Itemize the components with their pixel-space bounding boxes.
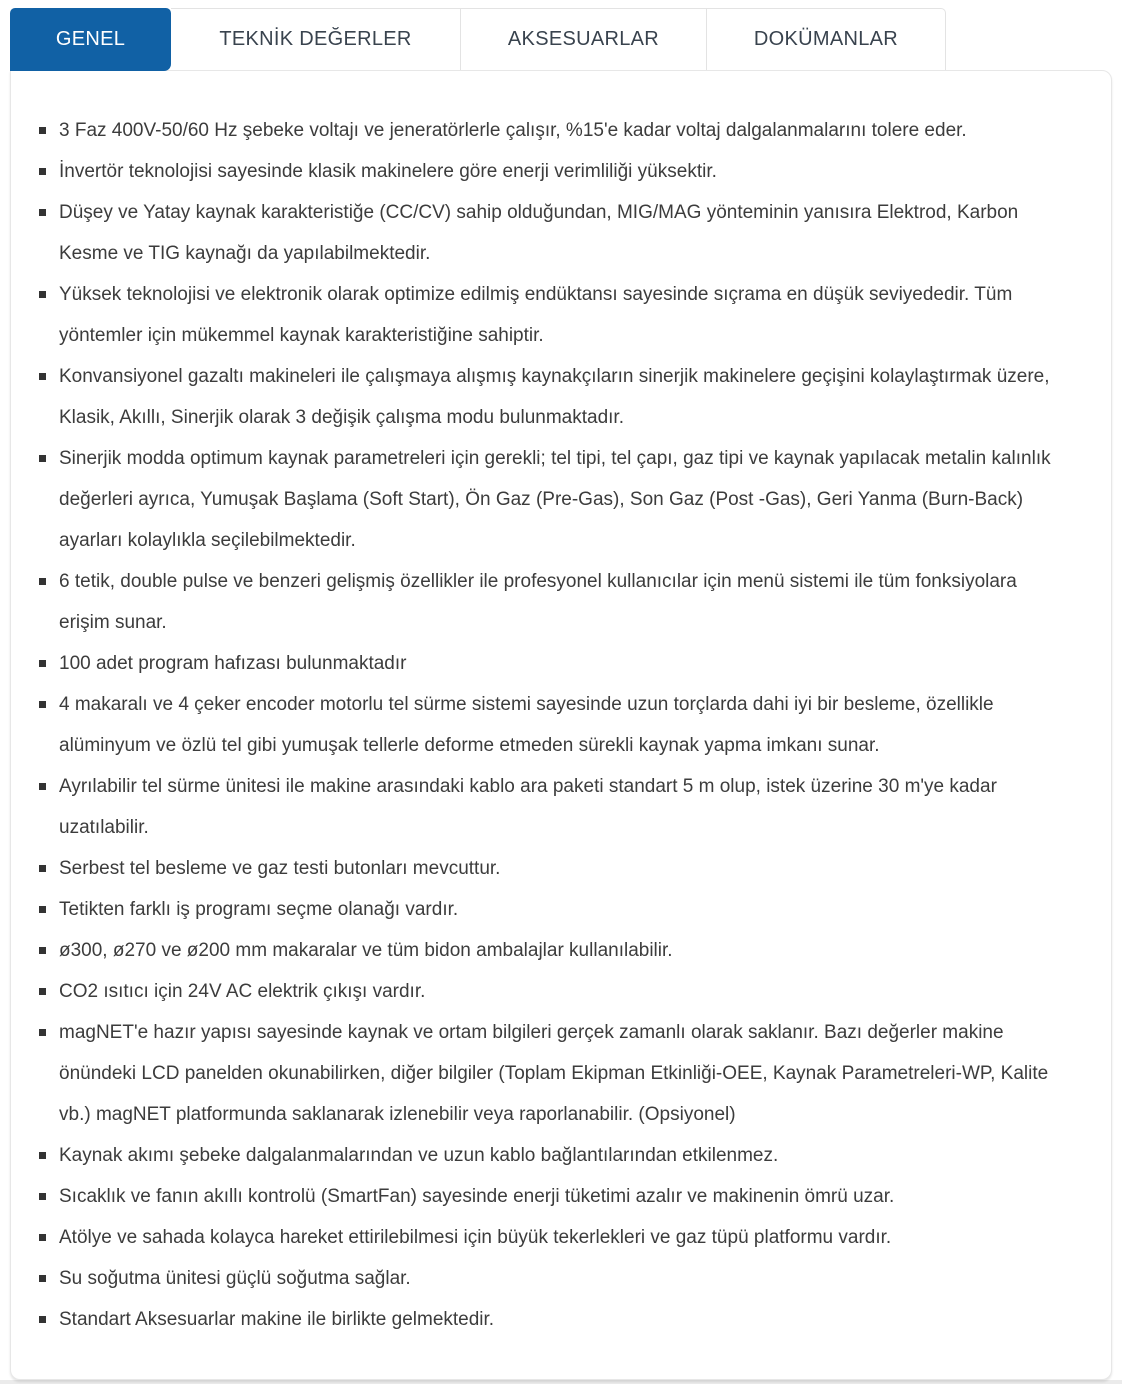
- feature-text: Atölye ve sahada kolayca hareket ettirilebilmesi için büyük tekerlekleri ve gaz tüpü platformu vardır.: [59, 1227, 892, 1248]
- bullet-square-icon: [39, 947, 46, 954]
- bullet-square-icon: [39, 988, 46, 995]
- bullet-square-icon: [39, 373, 46, 380]
- bullet-square-icon: [39, 455, 46, 462]
- tab-bar: [10, 8, 946, 70]
- tab-genel-label: GENEL: [55, 28, 126, 50]
- list-item: [38, 561, 1069, 643]
- feature-text: Sıcaklık ve fanın akıllı kontrolü (SmartFan) sayesinde enerji tüketimi azalır ve makinenin ömrü uzar.: [59, 1186, 895, 1207]
- list-item: [38, 643, 1069, 684]
- feature-text: Sinerjik modda optimum kaynak parametreleri için gerekli; tel tipi, tel çapı, gaz tipi ve kaynak yapılacak metalin kalınlık değerleri ayrıca, Yumuşak Başlama (Soft Start), Ön Gaz (Pre-Gas), Son Gaz (Post -Gas), Geri Yanma (Burn-Back) ayarları kolaylıkla seçilebilmektedir.: [59, 448, 1051, 551]
- bullet-square-icon: [39, 1316, 46, 1323]
- feature-text: 4 makaralı ve 4 çeker encoder motorlu tel sürme sistemi sayesinde uzun torçlarda dahi iyi bir besleme, özellikle alüminyum ve özlü tel gibi yumuşak tellerle deforme etmeden sürekli kaynak yapma imkanı sunar.: [59, 694, 994, 756]
- list-item: [38, 356, 1069, 438]
- list-item: [38, 766, 1069, 848]
- feature-list: [11, 71, 1111, 1340]
- list-item: [38, 1176, 1069, 1217]
- feature-text: magNET'e hazır yapısı sayesinde kaynak ve ortam bilgileri gerçek zamanlı olarak saklanır. Bazı değerler makine önündeki LCD panelden okunabilirken, diğer bilgiler (Toplam Ekipman Etkinliği-OEE, Kaynak Parametreleri-WP, Kalite vb.) magNET platformunda saklanarak izlenebilir veya raporlanabilir. (Opsiyonel): [59, 1022, 1049, 1125]
- feature-text: Standart Aksesuarlar makine ile birlikte gelmektedir.: [59, 1309, 495, 1330]
- bullet-square-icon: [39, 127, 46, 134]
- bullet-square-icon: [39, 865, 46, 872]
- list-item: [38, 192, 1069, 274]
- bullet-square-icon: [39, 1029, 46, 1036]
- list-item: [38, 110, 1069, 151]
- feature-text: Düşey ve Yatay kaynak karakteristiğe (CC/CV) sahip olduğundan, MIG/MAG yönteminin yanısıra Elektrod, Karbon Kesme ve TIG kaynağı da yapılabilmektedir.: [59, 202, 1019, 264]
- list-item: [38, 274, 1069, 356]
- bullet-square-icon: [39, 701, 46, 708]
- feature-text: 3 Faz 400V-50/60 Hz şebeke voltajı ve jeneratörlerle çalışır, %15'e kadar voltaj dalgalanmalarını tolere eder.: [59, 120, 967, 141]
- list-item: [38, 930, 1069, 971]
- tab-content-card: [10, 70, 1112, 1380]
- feature-text: Yüksek teknolojisi ve elektronik olarak optimize edilmiş endüktansı sayesinde sıçrama en düşük seviyededir. Tüm yöntemler için mükemmel kaynak karakteristiğine sahiptir.: [59, 284, 1013, 346]
- tab-dokumanlar-label: DOKÜMANLAR: [753, 28, 899, 50]
- list-item: [38, 438, 1069, 561]
- feature-text: Su soğutma ünitesi güçlü soğutma sağlar.: [59, 1268, 411, 1289]
- list-item: [38, 848, 1069, 889]
- list-item: [38, 1012, 1069, 1135]
- bullet-square-icon: [39, 209, 46, 216]
- list-item: [38, 151, 1069, 192]
- tab-genel[interactable]: [10, 8, 171, 71]
- list-item: [38, 684, 1069, 766]
- list-item: [38, 889, 1069, 930]
- bullet-square-icon: [39, 578, 46, 585]
- tab-aksesuarlar[interactable]: [461, 8, 707, 70]
- tab-teknik-degerler-label: TEKNİK DEĞERLER: [219, 28, 412, 50]
- bullet-square-icon: [39, 660, 46, 667]
- tab-teknik-degerler[interactable]: [171, 8, 461, 70]
- bullet-square-icon: [39, 906, 46, 913]
- section-divider: [0, 1380, 1122, 1384]
- list-item: [38, 1299, 1069, 1340]
- feature-text: ø300, ø270 ve ø200 mm makaralar ve tüm bidon ambalajlar kullanılabilir.: [59, 940, 673, 961]
- feature-text: Ayrılabilir tel sürme ünitesi ile makine arasındaki kablo ara paketi standart 5 m olup, istek üzerine 30 m'ye kadar uzatılabilir.: [59, 776, 997, 838]
- tab-aksesuarlar-label: AKSESUARLAR: [507, 28, 660, 50]
- feature-text: 100 adet program hafızası bulunmaktadır: [59, 653, 407, 674]
- feature-text: İnvertör teknolojisi sayesinde klasik makinelere göre enerji verimliliği yüksektir.: [59, 161, 717, 182]
- feature-text: Serbest tel besleme ve gaz testi butonları mevcuttur.: [59, 858, 501, 879]
- bullet-square-icon: [39, 1193, 46, 1200]
- feature-text: Kaynak akımı şebeke dalgalanmalarından ve uzun kablo bağlantılarından etkilenmez.: [59, 1145, 779, 1166]
- bullet-square-icon: [39, 291, 46, 298]
- bullet-square-icon: [39, 783, 46, 790]
- feature-text: 6 tetik, double pulse ve benzeri gelişmiş özellikler ile profesyonel kullanıcılar için menü sistemi ile tüm fonksiyolara erişim sunar.: [59, 571, 1017, 633]
- tab-dokumanlar[interactable]: [707, 8, 946, 70]
- feature-text: Tetikten farklı iş programı seçme olanağı vardır.: [59, 899, 459, 920]
- list-item: [38, 971, 1069, 1012]
- feature-text: CO2 ısıtıcı için 24V AC elektrik çıkışı vardır.: [59, 981, 426, 1002]
- list-item: [38, 1217, 1069, 1258]
- list-item: [38, 1135, 1069, 1176]
- bullet-square-icon: [39, 1234, 46, 1241]
- bullet-square-icon: [39, 1275, 46, 1282]
- bullet-square-icon: [39, 1152, 46, 1159]
- feature-text: Konvansiyonel gazaltı makineleri ile çalışmaya alışmış kaynakçıların sinerjik makinelere geçişini kolaylaştırmak üzere, Klasik, Akıllı, Sinerjik olarak 3 değişik çalışma modu bulunmaktadır.: [59, 366, 1050, 428]
- bullet-square-icon: [39, 168, 46, 175]
- list-item: [38, 1258, 1069, 1299]
